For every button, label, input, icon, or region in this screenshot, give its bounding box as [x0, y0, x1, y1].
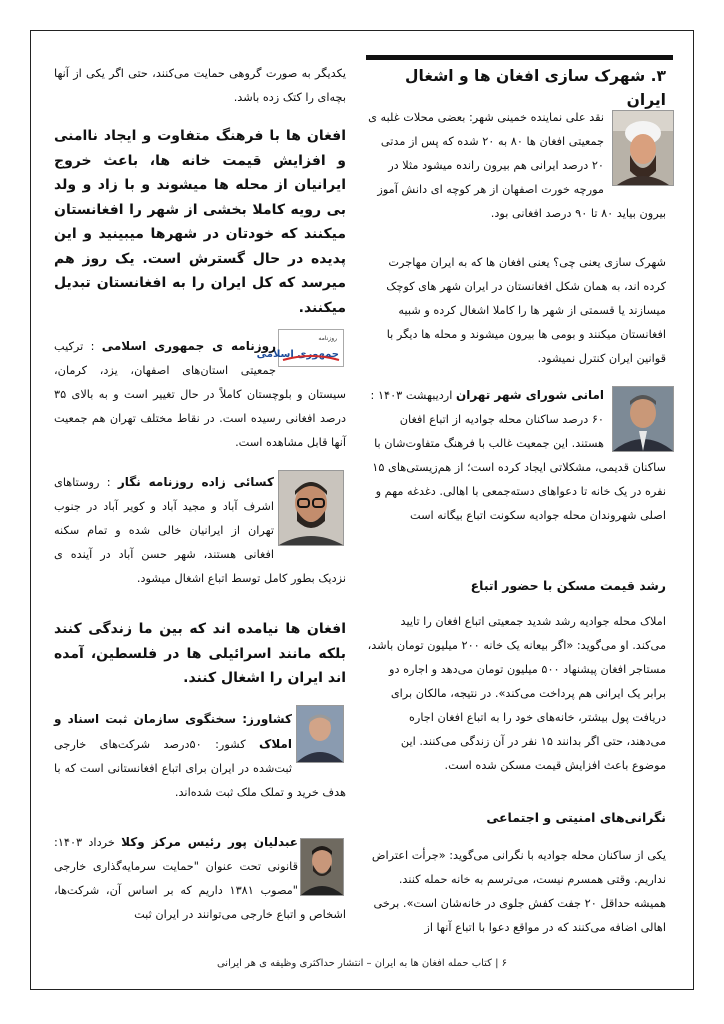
paragraph-continuation: یکدیگر به صورت گروهی حمایت می‌کنند، حتی اگر یکی از آنها بچه‌ای را کتک زده باشد. — [54, 67, 346, 104]
paragraph-abdolian: عبدلیان پور رئیس مرکز وکلا خرداد ۱۴۰۳: قانونی تحت عنوان "حمایت سرمایه‌گذاری خارجی "مصوب ۱۳۸۱ داریم که بر اساس آن، شرکت‌ها، اشخاص و اتباع خارجی می‌توانند در ایران ثبت — [54, 835, 346, 921]
quote-occupation: افغان ها نیامده اند که بین ما زندگی کنند بلکه مانند اسرائیلی ها در فلسطین، آمده اند ایران را اشغال کنند. — [54, 621, 346, 686]
keshavarz-name: کشاورز: سخنگوی سازمان ثبت اسناد و املاک — [54, 712, 292, 751]
section-bar — [366, 55, 673, 60]
subhead-security: نگرانی‌های امنیتی و اجتماعی — [486, 810, 666, 825]
paragraph-keshavarz: کشاورز: سخنگوی سازمان ثبت اسناد و املاک کشور: ۵۰درصد شرکت‌های خارجی ثبت‌شده در ایران برای اتباع افغانستانی است که با هدف خرید و تملک ملک ثبت شده‌اند. — [54, 712, 346, 799]
logo-main-text: جمهوری اسلامی — [256, 349, 339, 360]
logo-small-text: روزنامه — [318, 335, 337, 342]
page-footer: ۶ | کتاب حمله افغان ها به ایران – انتشار حداکثری وظیفه ی هر ایرانی — [216, 958, 508, 969]
kasaei-name: کسائی زاده روزنامه نگار — [117, 475, 274, 489]
amani-name: امانی شورای شهر تهران — [455, 388, 604, 402]
paragraph-kasaei: کسائی زاده روزنامه نگار : روستاهای اشرف آباد و مجید آباد و کویر آباد در جنوب تهران از ایرانیان خالی شده و تمام سکنه افغانی هستند، شهر حسن آباد در آینده ی نزدیک بطور کامل توسط اتباع اشغال میشود. — [54, 475, 346, 585]
paragraph-settlements: شهرک سازی یعنی چی؟ یعنی افغان ها که به ایران مهاجرت کرده اند، به همان شکل افغانستان در ایران شهر های کوچک میسازند یا قسمتی از شهر ها را کاملا اشغال کرده و شبیه افغانستان میکنند و بومی ها بیرون میشوند و محله ها دیگر با قوانین ایران کنترل نمیشود. — [386, 256, 666, 365]
paragraph-housing: املاک محله جوادیه رشد شدید جمعیتی اتباع افغان را تایید می‌کند. او می‌گوید: «اگر بیعانه یک خانه ۲۰۰ میلیون تومان باشد، مستاجر افغان پیشنهاد ۵۰۰ میلیون تومان می‌دهد و اجاره دو برابر یک ایرانی هم پرداخت می‌کند». در نتیجه، مالکان برای دریافت پول بیشتر، خانه‌های خود را به اتباع افغان اجاره می‌دهند، حتی اگر بدانند ۱۵ نفر در آن زندگی می‌کنند. این موضوع باعث افزایش قیمت مسکن شده است. — [367, 615, 666, 772]
newspaper-name: روزنامه ی جمهوری اسلامی — [101, 339, 277, 353]
paragraph-naghdali: نقد علی نماینده خمینی شهر: بعضی محلات غلبه ی جمعیتی افغان ها ۸۰ به ۲۰ شده که پس از مدتی ۲۰ درصد ایرانی هم بیرون رانده میشود مثلا در مورچه خورت اصفهان از هر کوچه ای دانش آموز بیرون بیاید ۸۰ تا ۹۰ درصد افغانی بود. — [368, 111, 666, 220]
paragraph-security: یکی از ساکنان محله جوادیه با نگرانی می‌گوید: «جرأت اعتراض نداریم. وقتی همسرم نیست، می‌ترسم به خانه حمله کنند. همیشه حداقل ۲۰ جفت کفش جلوی در خانه‌شان است». برخی اهالی اضافه می‌کنند که در مواقع دعوا با اتباع آنها از — [371, 849, 666, 934]
paragraph-amani: امانی شورای شهر تهران اردیبهشت ۱۴۰۳ : ۶۰ درصد ساکنان محله جوادیه از اتباع افغان هستند. این جمعیت غالب با فرهنگ متفاوت‌شان با ساکنان قدیمی، مشکلاتی ایجاد کرده است؛ از هم‌زیستی‌های ۱۵ نفره در یک خانه تا دعواهای دسته‌جمعی با اهالی. دغدغه مهم و اصلی شهروندان محله جوادیه سکونت اتباع بیگانه است — [370, 388, 666, 522]
quote-culture: افغان ها با فرهنگ متفاوت و ایجاد ناامنی و افزایش قیمت خانه ها، باعث خروج ایرانیان از محله ها میشوند و با زاد و ولد بی رویه کاملا بخشی از شهر را افغانستان میکنند که خودتان در شهرها میبینید و این پدیده در حال گسترش است. یک روز هم میرسد که کل ایران را به افغانستان تبدیل میکنند. — [54, 128, 346, 316]
subhead-housing: رشد قیمت مسکن با حضور اتباع — [470, 578, 666, 593]
section-title: ۳. شهرک سازی افغان ها و اشغال ایران — [405, 67, 666, 109]
paragraph-newspaper: روزنامه ی جمهوری اسلامی : ترکیب جمعیتی استان‌های اصفهان، یزد، کرمان، سیستان و بلوچستان کاملاً در حال تغییر است و به بالای ۳۵ درصد افغانی رسیده است. در نقاط مختلف تهران هم جمعیت آنها قابل مشاهده است. — [54, 339, 346, 449]
abdolian-name: عبدلیان پور رئیس مرکز وکلا — [121, 835, 298, 849]
